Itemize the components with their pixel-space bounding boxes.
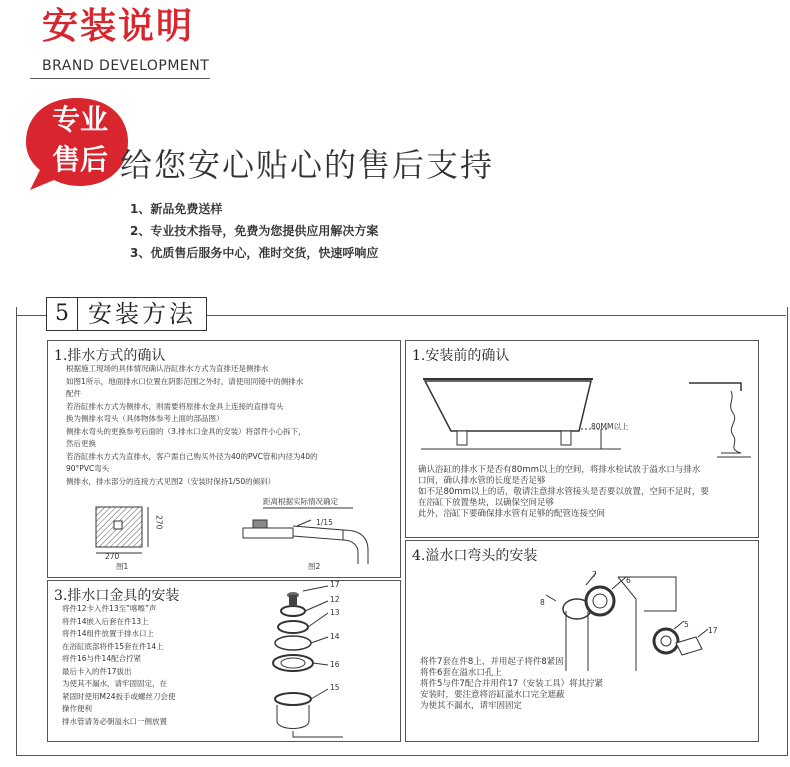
- part-label: 5: [684, 620, 689, 629]
- panel-drain-method: [47, 340, 401, 578]
- panel-title: 1.排水方式的确认: [54, 348, 166, 364]
- page-title: 安装说明: [42, 6, 195, 47]
- service-tagline: 给您安心贴心的售后支持: [120, 146, 495, 184]
- service-list: [130, 198, 378, 264]
- panel-title: 4.溢水口弯头的安装: [412, 548, 538, 564]
- panel-text: 确认浴缸的排水下是否有80mm以上的空间，将排水栓试放于溢水口与排水 口间，确认排水管的长度是否足够 如不足80mm以上的话，敬请注意排水管接头是否要以放置，空间不足时，要 在浴缸下放置垫块，以确保空间足够 此外，浴缸下要确保排水管有足够的配管连接空间: [418, 465, 709, 519]
- overflow-elbow-diagram: [526, 571, 746, 671]
- badge-line-1: 专业: [51, 103, 108, 136]
- dim-height: 270: [154, 515, 164, 530]
- panel-text: 根据施工现场的具体情况确认浴缸排水方式为直排还是侧排水 如图1所示，地面排水口位置在阴影范围之外时，请使用同镜中的侧排水 配件 若浴缸排水方式为侧排水，则需要将原排水金具上连接的直排弯头 换为侧排水弯头（具体物体参考上面的部品图） 侧排水弯头的更换参考后面的（3.排水口金具的安装）将部件小心拆下， 然后更换 若浴缸排水方式为直排水，客户需自己购买外径为40的PVC管和内径为40的 90°PVC弯头 侧排水，排水部分的连接方式见图2（安装时保持1/50的倾斜）: [66, 364, 318, 486]
- panel-title: 1.安装前的确认: [412, 348, 510, 364]
- section-number: 5: [47, 298, 78, 330]
- panel-title: 3.排水口金具的安装: [54, 588, 180, 604]
- part-label: 6: [626, 576, 631, 585]
- part-label: 17: [330, 580, 340, 589]
- part-label: 7: [592, 570, 597, 579]
- title-divider: [30, 78, 210, 79]
- dim-width: 270: [105, 552, 120, 561]
- service-badge: [40, 100, 120, 180]
- section-title: 安装方法: [88, 300, 196, 328]
- part-label: 13: [330, 608, 340, 617]
- list-item: 2、专业技术指导，免费为您提供应用解决方案: [130, 224, 379, 238]
- panel-text: 将件7套在件8上，并用起子将件8紧固 将件6套在溢水口孔上 将件5与件7配合并用件17（安装工具）将其拧紧 安装时，要注意将浴缸溢水口完全遮蔽 为使其不漏水，请牢固固定: [420, 657, 604, 711]
- panel-drain-fittings: [47, 580, 401, 742]
- part-label: 8: [540, 598, 545, 607]
- list-item: 1、新品免费送样: [130, 202, 223, 216]
- part-label: 15: [330, 683, 340, 692]
- fig2-side-drain-diagram: [233, 506, 393, 566]
- part-label: 17: [708, 626, 718, 635]
- panel-text: 将件12卡入件13至“喀嚓”声 将件14嵌入后套在件13上 将件14组件放置于排水口上 在浴缸底部将件15套在件14上 将件16与件14配合拧紧 最后卡入的件17拔出 为使其不漏水，请牢固固定，在 紧固时使用M24扳手或螺丝刀会使 操作便利 排水管请务必朝溢水口一侧放置: [62, 604, 176, 726]
- panel-overflow: [405, 540, 759, 742]
- fig2-label: 图2: [308, 562, 321, 571]
- badge-line-2: 售后: [51, 143, 108, 176]
- bathtub-clearance-diagram: [421, 369, 756, 465]
- drain-fittings-exploded-diagram: [253, 581, 363, 739]
- part-label: 16: [330, 660, 340, 669]
- fig2-note: 距离根据实际情况确定: [263, 497, 338, 506]
- fig1-label: 图1: [116, 562, 129, 571]
- panel-pre-install: [405, 340, 759, 538]
- fig1-drain-area-diagram: [88, 501, 178, 577]
- clearance-label: 80MM以上: [591, 422, 629, 431]
- part-label: 12: [330, 595, 340, 604]
- page-subtitle: BRAND DEVELOPMENT: [42, 58, 210, 74]
- part-label: 14: [330, 632, 340, 641]
- list-item: 3、优质售后服务中心，准时交货，快速呼响应: [130, 246, 379, 260]
- slope-label: 1/15: [316, 518, 333, 527]
- section-header: [46, 297, 207, 331]
